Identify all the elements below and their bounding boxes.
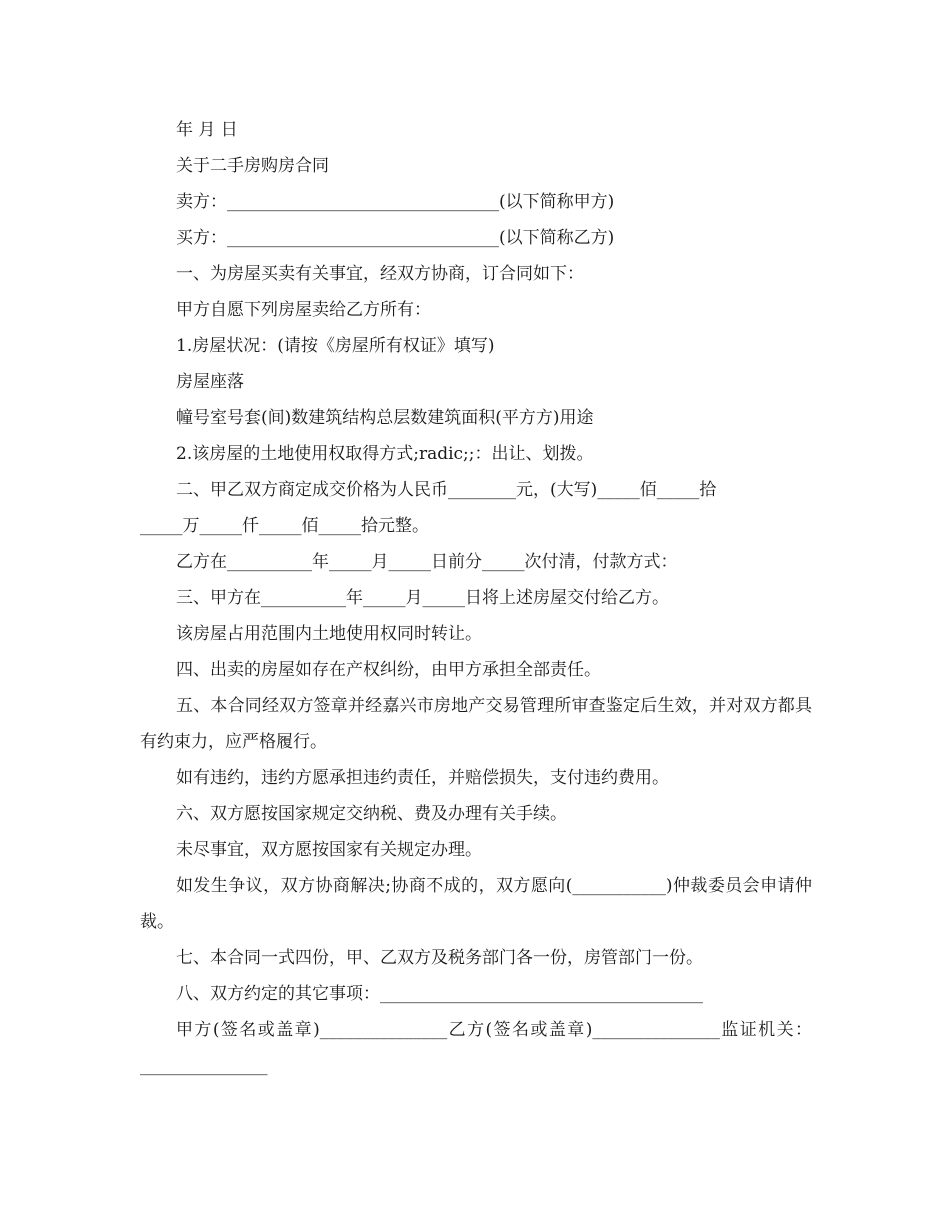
signature-line: 甲方(签名或盖章)_______________乙方(签名或盖章)_______________监证机关：_______________ (140, 1020, 812, 1076)
paragraph: 未尽事宜，双方愿按国家有关规定办理。 (176, 840, 482, 860)
house-status-line: 1.房屋状况：(请按《房屋所有权证》填写) (176, 336, 495, 356)
price-line-continued: _____万_____仟_____佰_____拾元整。 (140, 516, 429, 536)
land-use-line: 2.该房屋的土地使用权取得方式;radic;;：出让、划拨。 (176, 444, 594, 464)
paragraph: 四、出卖的房屋如存在产权纠纷，由甲方承担全部责任。 (176, 660, 601, 680)
paragraph: 如有违约，违约方愿承担违约责任，并赔偿损失，支付违约费用。 (176, 768, 669, 788)
seller-line: 卖方：________________________________(以下简称甲方) (176, 192, 615, 212)
payment-line: 乙方在__________年_____月_____日前分_____次付清，付款方式： (176, 552, 678, 572)
contract-document (140, 112, 812, 1084)
paragraph: 该房屋占用范围内土地使用权同时转让。 (176, 624, 482, 644)
paragraph: 五、本合同经双方签章并经嘉兴市房地产交易管理所审查鉴定后生效，并对双方都具有约束力，应严格履行。 (140, 696, 812, 752)
arbitration-paragraph: 如发生争议，双方协商解决;协商不成的，双方愿向(___________)仲裁委员会申请仲裁。 (140, 876, 812, 932)
price-line: 二、甲乙双方商定成交价格为人民币________元，(大写)_____佰_____拾 (176, 480, 717, 500)
date-line: 年 月 日 (176, 120, 238, 140)
buyer-line: 买方：________________________________(以下简称乙方) (176, 228, 615, 248)
other-matters-line: 八、双方约定的其它事项：______________________________________ (176, 984, 703, 1004)
house-fields-line: 幢号室号套(间)数建筑结构总层数建筑面积(平方方)用途 (176, 408, 594, 428)
paragraph: 甲方自愿下列房屋卖给乙方所有： (176, 300, 431, 320)
paragraph: 七、本合同一式四份，甲、乙双方及税务部门各一份，房管部门一份。 (176, 948, 703, 968)
delivery-line: 三、甲方在__________年_____月_____日将上述房屋交付给乙方。 (176, 588, 669, 608)
paragraph: 六、双方愿按国家规定交纳税、费及办理有关手续。 (176, 804, 567, 824)
section-1-heading: 一、为房屋买卖有关事宜，经双方协商，订合同如下： (176, 264, 584, 284)
house-location-line: 房屋座落 (176, 372, 244, 392)
contract-title: 关于二手房购房合同 (176, 156, 329, 176)
